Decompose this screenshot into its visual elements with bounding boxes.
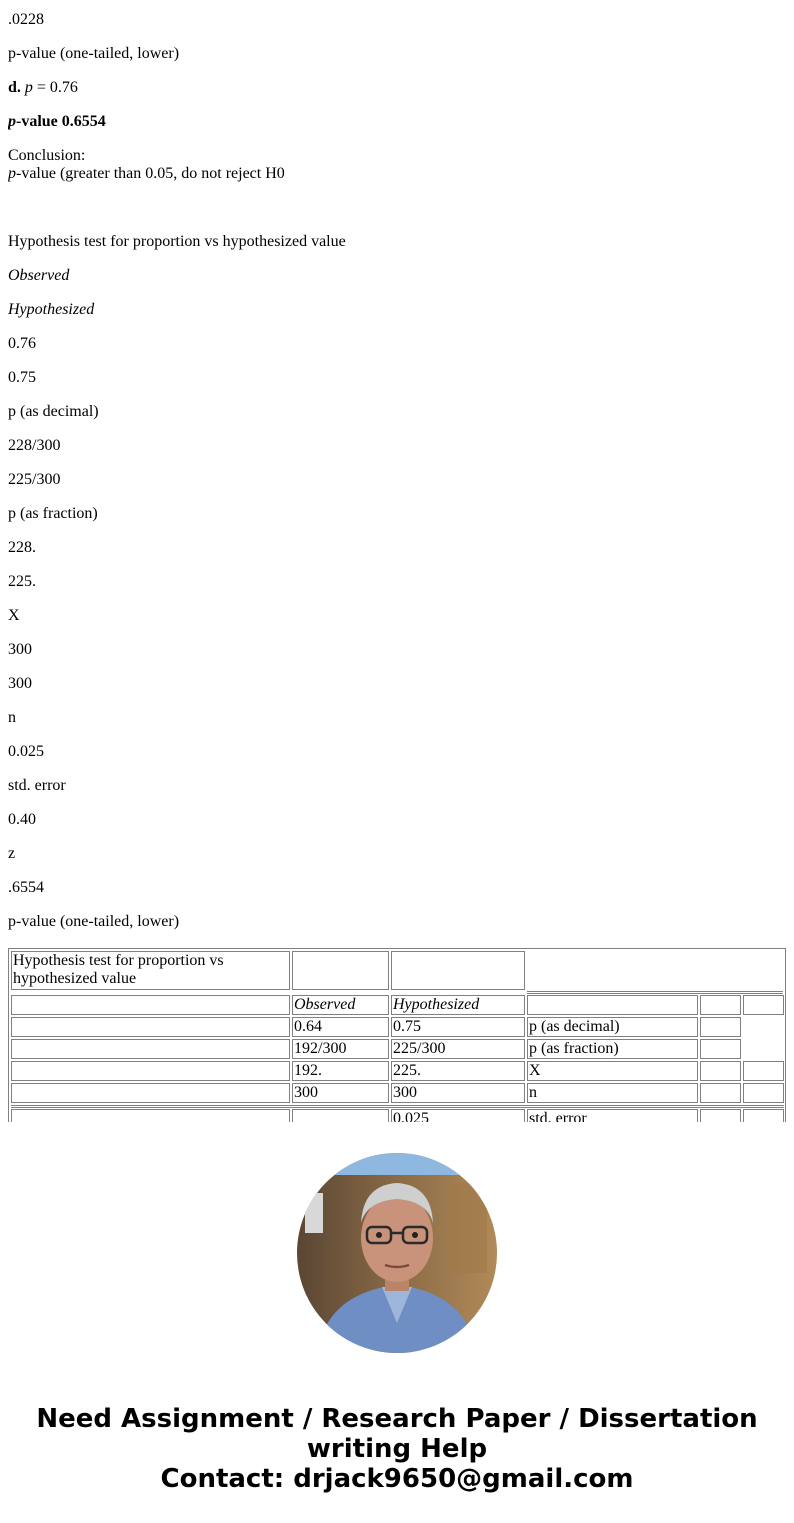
header-hypothesized: Hypothesized	[391, 995, 525, 1015]
text-line: std. error	[8, 777, 66, 794]
cell-observed: 300	[292, 1083, 389, 1103]
p-value-result: p-value 0.6554	[8, 113, 106, 130]
header-observed: Observed	[292, 995, 389, 1015]
table-cell	[743, 1109, 784, 1122]
footer-banner	[0, 1404, 794, 1494]
footer-contact[interactable]: Contact: drjack9650@gmail.com	[160, 1464, 634, 1494]
text-line: 228/300	[8, 437, 61, 454]
part-d-heading: d. p = 0.76	[8, 79, 78, 96]
cell-label: p (as decimal)	[527, 1017, 698, 1037]
text-line: 225/300	[8, 471, 61, 488]
table-cell	[743, 1083, 784, 1103]
cell-hypothesized: 225.	[391, 1061, 525, 1081]
text-line: p-value (one-tailed, lower)	[8, 913, 180, 930]
cell-observed: 192/300	[292, 1039, 389, 1059]
table-cell	[700, 1039, 741, 1059]
table-cell	[11, 995, 290, 1015]
table-cell	[743, 995, 784, 1015]
cell-hypothesized: 0.75	[391, 1017, 525, 1037]
table-cell	[391, 951, 525, 990]
table-cell	[743, 1061, 784, 1081]
table-cell	[700, 1109, 741, 1122]
footer-line: Need Assignment / Research Paper / Dissertation	[36, 1404, 758, 1434]
table-cell	[11, 1083, 290, 1103]
table-cell	[11, 1061, 290, 1081]
footer-line: writing Help	[306, 1434, 488, 1464]
text-line: 0.76	[8, 335, 36, 352]
table-cell	[700, 1083, 741, 1103]
table-cell	[700, 1061, 741, 1081]
text-line: 0.40	[8, 811, 36, 828]
cell-hypothesized: 225/300	[391, 1039, 525, 1059]
text-line: 300	[8, 675, 32, 692]
cell-label: X	[527, 1061, 698, 1081]
text-line: p-value (one-tailed, lower)	[8, 45, 180, 62]
text-line: 0.025	[8, 743, 44, 760]
text-line: 0.75	[8, 369, 36, 386]
cell-hypothesized: 300	[391, 1083, 525, 1103]
text-line: 300	[8, 641, 32, 658]
table-cell	[11, 1109, 290, 1122]
conclusion-label: Conclusion:	[8, 147, 86, 164]
table-title-cell: Hypothesis test for proportion vs hypothesized value	[11, 951, 290, 990]
table-cell	[527, 995, 698, 1015]
cell-observed: 192.	[292, 1061, 389, 1081]
table-divider	[527, 991, 783, 994]
text-line: p (as decimal)	[8, 403, 99, 420]
text-line: z	[8, 845, 16, 862]
cell-observed: 0.64	[292, 1017, 389, 1037]
hypothesis-table	[8, 948, 786, 1122]
text-line: Hypothesized	[8, 301, 95, 318]
table-divider	[11, 1105, 784, 1108]
table-cell	[11, 1017, 290, 1037]
table-cell	[11, 1039, 290, 1059]
text-line: Observed	[8, 267, 70, 284]
text-line: Hypothesis test for proportion vs hypothesized value	[8, 233, 346, 250]
text-line: n	[8, 709, 16, 726]
text-line: X	[8, 607, 20, 624]
cell-hypothesized: 0.025	[391, 1109, 525, 1122]
cell-label: p (as fraction)	[527, 1039, 698, 1059]
cell-label: std. error	[527, 1109, 698, 1122]
document-body	[8, 0, 786, 1122]
table-cell	[700, 995, 741, 1015]
conclusion-text: p-value (greater than 0.05, do not reject H0	[8, 165, 285, 182]
text-line: 228.	[8, 539, 36, 556]
text-line: 225.	[8, 573, 36, 590]
text-line: p (as fraction)	[8, 505, 98, 522]
cell-observed	[292, 1109, 389, 1122]
cell-label: n	[527, 1083, 698, 1103]
author-avatar	[297, 1153, 497, 1353]
table-cell	[292, 951, 389, 990]
text-line: .0228	[8, 11, 44, 28]
text-line: .6554	[8, 879, 44, 896]
table-cell	[700, 1017, 741, 1037]
